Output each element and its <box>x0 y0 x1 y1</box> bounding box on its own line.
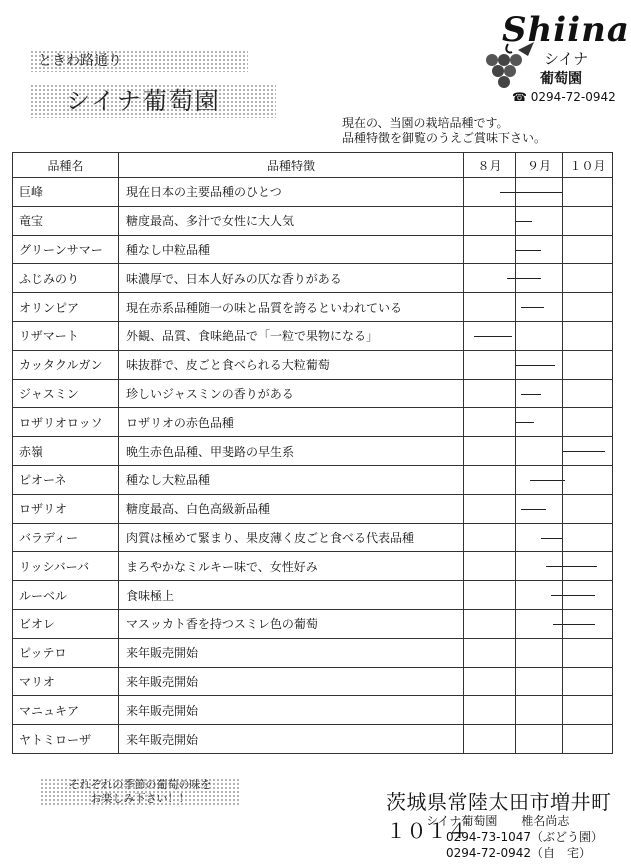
intro-text <box>342 116 546 146</box>
variety-feature: 来年販売開始 <box>119 725 464 754</box>
month-cell-oct <box>563 494 613 523</box>
footnote <box>40 778 240 806</box>
harvest-bar <box>553 624 562 625</box>
harvest-bar <box>507 278 515 279</box>
table-body <box>13 178 613 754</box>
variety-name: 竜宝 <box>13 206 119 235</box>
telephone-icon: ☎ <box>512 90 527 104</box>
variety-feature: 外観、品質、食味絶品で「一粒で果物になる」 <box>119 321 464 350</box>
variety-name: カッタクルガン <box>13 350 119 379</box>
table-row <box>13 206 613 235</box>
table-row <box>13 552 613 581</box>
harvest-bar <box>563 480 565 481</box>
month-cell-sep <box>516 696 563 725</box>
table-row <box>13 465 613 494</box>
variety-name: ルーベル <box>13 581 119 610</box>
month-cell-sep <box>516 293 563 322</box>
month-cell-sep <box>516 264 563 293</box>
logo-name: 葡萄園 <box>540 71 582 87</box>
month-cell-aug <box>464 638 516 667</box>
variety-name: マリオ <box>13 667 119 696</box>
month-cell-oct <box>563 465 613 494</box>
month-cell-aug <box>464 494 516 523</box>
variety-name: ふじみのり <box>13 264 119 293</box>
harvest-bar <box>516 192 562 193</box>
harvest-bar <box>551 595 563 596</box>
harvest-bar <box>500 192 515 193</box>
intro-line-2: 品種特徴を御覧のうえご賞味下さい。 <box>342 131 547 145</box>
logo-script-text: Shiina <box>502 10 630 50</box>
table-row <box>13 379 613 408</box>
harvest-bar <box>516 278 541 279</box>
header-variety: 品種名 <box>13 153 119 178</box>
logo-kana: シイナ <box>544 50 589 68</box>
variety-name: リッシバーバ <box>13 552 119 581</box>
harvest-bar <box>521 509 546 510</box>
variety-name: ビオレ <box>13 609 119 638</box>
month-cell-oct <box>563 235 613 264</box>
footnote-line-2: お楽しみ下さい！！ <box>90 792 190 805</box>
variety-feature: 来年販売開始 <box>119 638 464 667</box>
month-cell-sep <box>516 638 563 667</box>
month-cell-sep <box>516 581 563 610</box>
header-aug: ８月 <box>464 153 516 178</box>
month-cell-aug <box>464 264 516 293</box>
harvest-bar <box>516 221 532 222</box>
variety-name: 巨峰 <box>13 178 119 207</box>
month-cell-aug <box>464 206 516 235</box>
month-cell-aug <box>464 408 516 437</box>
logo <box>478 6 628 106</box>
month-cell-oct <box>563 523 613 552</box>
table-row <box>13 725 613 754</box>
month-cell-oct <box>563 379 613 408</box>
harvest-bar <box>516 250 541 251</box>
month-cell-oct <box>563 206 613 235</box>
harvest-bar <box>563 451 605 452</box>
variety-feature: 晩生赤色品種、甲斐路の早生系 <box>119 437 464 466</box>
header-sep: ９月 <box>516 153 563 178</box>
variety-name: オリンピア <box>13 293 119 322</box>
harvest-bar <box>521 307 544 308</box>
variety-name: ロザリオロッソ <box>13 408 119 437</box>
month-cell-oct <box>563 725 613 754</box>
month-cell-sep <box>516 494 563 523</box>
variety-feature: 肉質は極めて緊まり、果皮薄く皮ごと食べる代表品種 <box>119 523 464 552</box>
month-cell-oct <box>563 638 613 667</box>
month-cell-aug <box>464 465 516 494</box>
footnote-line-1: それぞれの季節の葡萄の味を <box>68 778 212 791</box>
variety-feature: 糖度最高、白色高級新品種 <box>119 494 464 523</box>
table-row <box>13 638 613 667</box>
month-cell-sep <box>516 609 563 638</box>
table-header-row <box>13 153 613 178</box>
month-cell-oct <box>563 437 613 466</box>
month-cell-aug <box>464 178 516 207</box>
month-cell-sep <box>516 437 563 466</box>
table-row <box>13 523 613 552</box>
variety-feature: 味濃厚で、日本人好みの仄な香りがある <box>119 264 464 293</box>
month-cell-sep <box>516 408 563 437</box>
variety-feature: ロザリオの赤色品種 <box>119 408 464 437</box>
month-cell-aug <box>464 725 516 754</box>
variety-feature: マスッカト香を持つスミレ色の葡萄 <box>119 609 464 638</box>
month-cell-sep <box>516 379 563 408</box>
variety-name: グリーンサマー <box>13 235 119 264</box>
variety-feature: 来年販売開始 <box>119 667 464 696</box>
harvest-bar <box>516 365 555 366</box>
table-row <box>13 437 613 466</box>
variety-name: ヤトミローザ <box>13 725 119 754</box>
harvest-bar <box>521 394 542 395</box>
variety-feature: まろやかなミルキー味で、女性好み <box>119 552 464 581</box>
month-cell-oct <box>563 581 613 610</box>
page-title: シイナ葡萄園 <box>30 84 276 118</box>
month-cell-sep <box>516 350 563 379</box>
variety-feature: 種なし中粒品種 <box>119 235 464 264</box>
phone-farm: 0294-73-1047（ぶどう園） <box>446 830 604 844</box>
header-oct: １０月 <box>563 153 613 178</box>
month-cell-aug <box>464 379 516 408</box>
harvest-bar <box>541 538 562 539</box>
month-cell-sep <box>516 465 563 494</box>
variety-feature: 現在日本の主要品種のひとつ <box>119 178 464 207</box>
month-cell-sep <box>516 178 563 207</box>
harvest-bar <box>546 566 562 567</box>
variety-feature: 食味極上 <box>119 581 464 610</box>
harvest-bar <box>563 566 597 567</box>
month-cell-sep <box>516 725 563 754</box>
month-cell-aug <box>464 523 516 552</box>
month-cell-aug <box>464 581 516 610</box>
month-cell-oct <box>563 408 613 437</box>
table-row <box>13 667 613 696</box>
month-cell-aug <box>464 437 516 466</box>
variety-name: マニュキア <box>13 696 119 725</box>
harvest-bar <box>530 480 562 481</box>
variety-feature: 種なし大粒品種 <box>119 465 464 494</box>
variety-name: リザマート <box>13 321 119 350</box>
month-cell-oct <box>563 696 613 725</box>
month-cell-oct <box>563 293 613 322</box>
table-row <box>13 293 613 322</box>
month-cell-oct <box>563 667 613 696</box>
variety-name: ロザリオ <box>13 494 119 523</box>
harvest-bar <box>474 336 512 337</box>
variety-name: ジャスミン <box>13 379 119 408</box>
farm-name: シイナ葡萄園 椎名尚志 <box>426 814 570 828</box>
header-feature: 品種特徴 <box>119 153 464 178</box>
month-cell-sep <box>516 552 563 581</box>
month-cell-sep <box>516 206 563 235</box>
table-row <box>13 696 613 725</box>
month-cell-aug <box>464 667 516 696</box>
month-cell-oct <box>563 609 613 638</box>
month-cell-oct <box>563 350 613 379</box>
month-cell-sep <box>516 667 563 696</box>
intro-line-1: 現在の、当園の栽培品種です。 <box>342 116 509 130</box>
table-row <box>13 494 613 523</box>
month-cell-aug <box>464 696 516 725</box>
logo-phone-number: 0294-72-0942 <box>530 90 616 104</box>
variety-feature: 珍しいジャスミンの香りがある <box>119 379 464 408</box>
phone-home: 0294-72-0942（自 宅） <box>446 846 592 860</box>
logo-phone <box>512 90 616 104</box>
table-row <box>13 321 613 350</box>
variety-name: 赤嶺 <box>13 437 119 466</box>
harvest-bar <box>563 624 595 625</box>
variety-feature: 来年販売開始 <box>119 696 464 725</box>
table-row <box>13 408 613 437</box>
variety-name: ピオーネ <box>13 465 119 494</box>
address: 茨城県常陸太田市増井町１０１４ <box>386 790 612 843</box>
table-row <box>13 264 613 293</box>
month-cell-aug <box>464 321 516 350</box>
month-cell-sep <box>516 235 563 264</box>
table-row <box>13 178 613 207</box>
month-cell-aug <box>464 293 516 322</box>
harvest-bar <box>563 595 595 596</box>
month-cell-sep <box>516 523 563 552</box>
table-row <box>13 235 613 264</box>
variety-feature: 現在赤系品種随一の味と品質を誇るといわれている <box>119 293 464 322</box>
harvest-bar <box>516 422 534 423</box>
month-cell-sep <box>516 321 563 350</box>
variety-name: バラディー <box>13 523 119 552</box>
variety-feature: 味抜群で、皮ごと食べられる大粒葡萄 <box>119 350 464 379</box>
variety-table <box>12 152 613 754</box>
table-row <box>13 350 613 379</box>
table-row <box>13 581 613 610</box>
month-cell-oct <box>563 264 613 293</box>
month-cell-oct <box>563 321 613 350</box>
table-row <box>13 609 613 638</box>
month-cell-aug <box>464 552 516 581</box>
month-cell-oct <box>563 178 613 207</box>
month-cell-oct <box>563 552 613 581</box>
street-banner: ときわ路通り <box>30 50 248 72</box>
variety-name: ピッテロ <box>13 638 119 667</box>
variety-feature: 糖度最高、多汁で女性に大人気 <box>119 206 464 235</box>
month-cell-aug <box>464 350 516 379</box>
month-cell-aug <box>464 609 516 638</box>
month-cell-aug <box>464 235 516 264</box>
